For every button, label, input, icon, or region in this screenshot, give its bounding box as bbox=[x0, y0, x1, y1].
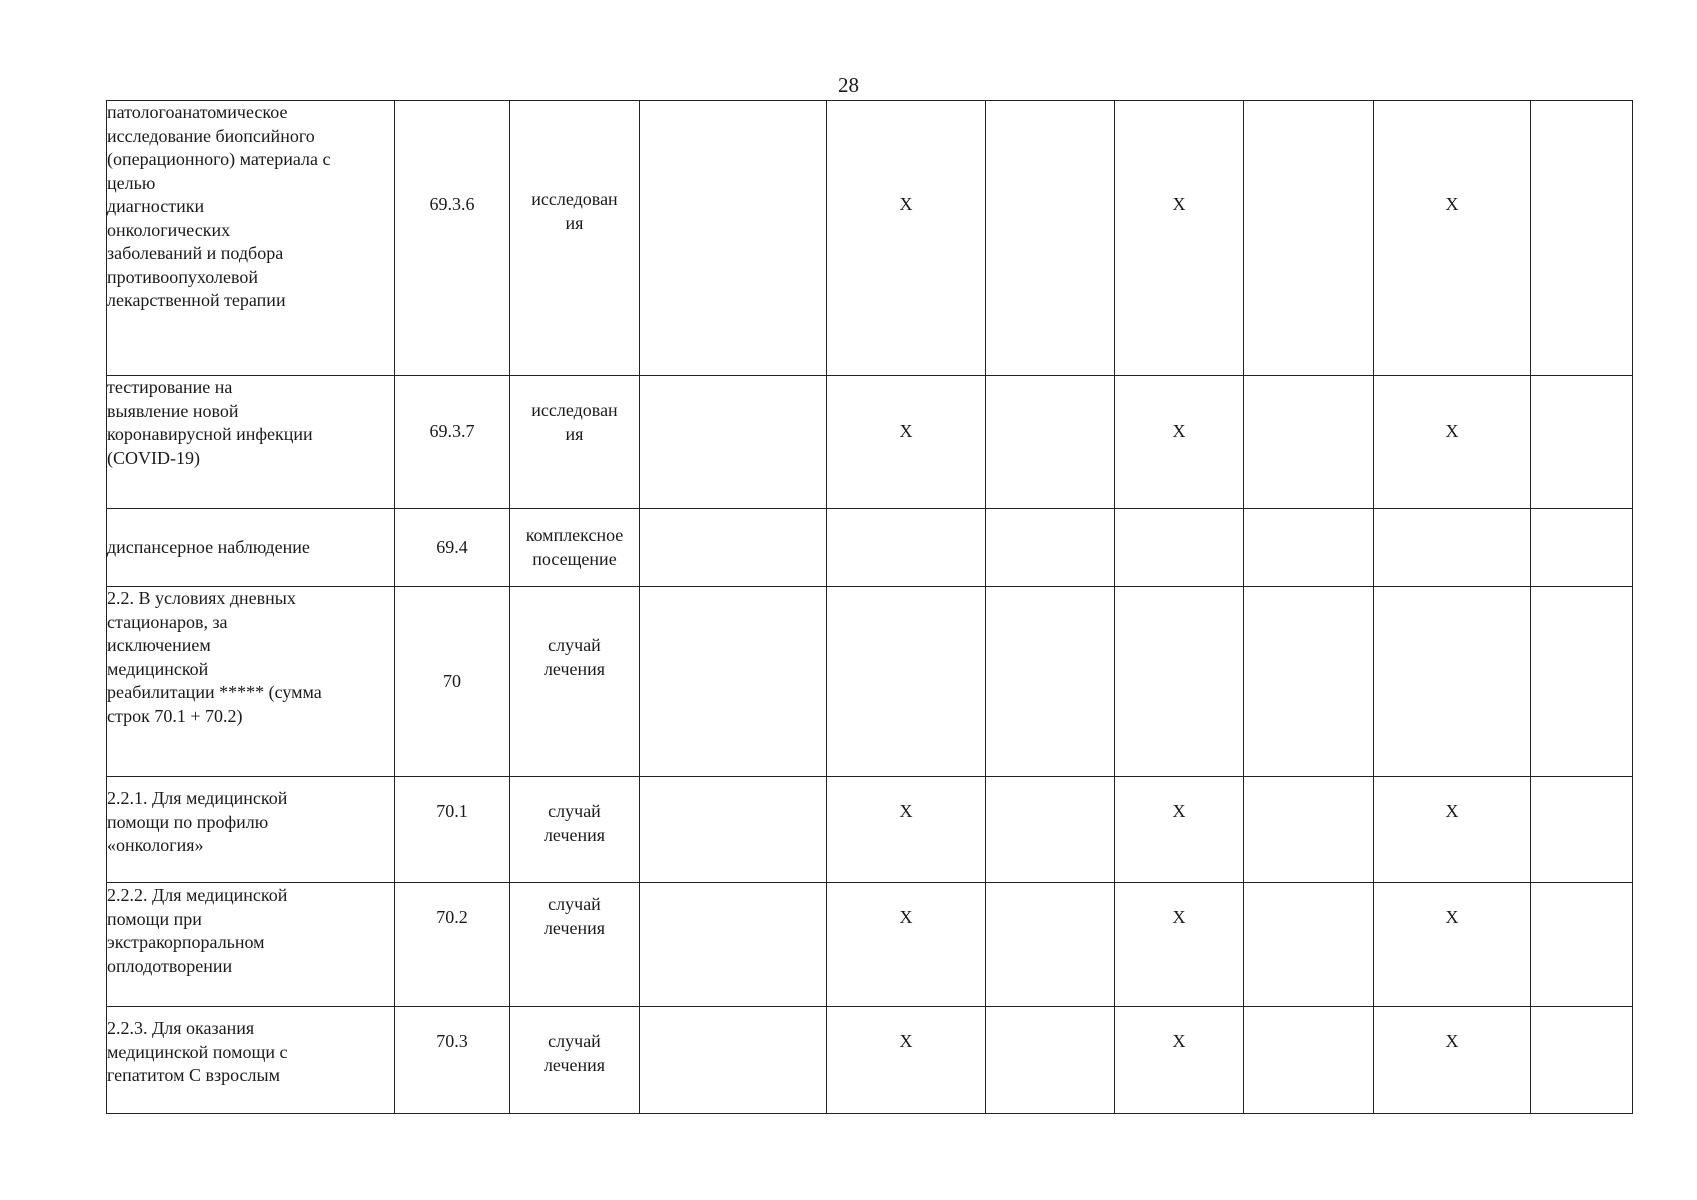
x-mark: X bbox=[1172, 1031, 1186, 1051]
row-name-line: лекарственной терапии bbox=[107, 290, 286, 310]
value-cell-col7 bbox=[1115, 587, 1244, 777]
row-unit-line: исследован bbox=[531, 400, 618, 420]
row-code: 70 bbox=[443, 670, 461, 691]
row-name-line: заболеваний и подбора bbox=[107, 243, 284, 263]
value-cell-col8 bbox=[1244, 509, 1374, 587]
table-row bbox=[107, 883, 1633, 1007]
row-name-line: 2.2. В условиях дневных bbox=[107, 588, 296, 608]
row-name-line: целью bbox=[107, 172, 156, 193]
row-code: 69.3.7 bbox=[429, 421, 475, 441]
value-cell-col9 bbox=[1374, 509, 1531, 587]
value-cell-col4 bbox=[640, 509, 827, 587]
row-name-cell bbox=[107, 777, 395, 883]
row-code-cell bbox=[395, 777, 510, 883]
row-code-cell bbox=[395, 101, 510, 376]
value-cell-col6 bbox=[986, 509, 1115, 587]
value-cell-col6 bbox=[986, 101, 1115, 376]
value-cell-col4 bbox=[640, 883, 827, 1007]
table-body bbox=[107, 101, 1633, 1114]
value-cell-col10 bbox=[1531, 376, 1633, 509]
row-name-line: 2.2.3. Для оказания bbox=[107, 1018, 255, 1038]
table-row bbox=[107, 509, 1633, 587]
value-cell-col4 bbox=[640, 777, 827, 883]
row-unit-line: лечения bbox=[543, 1054, 606, 1075]
row-code: 70.2 bbox=[436, 907, 468, 927]
value-cell-col9 bbox=[1374, 1007, 1531, 1114]
row-unit-line: лечения bbox=[543, 917, 606, 938]
value-cell-col4 bbox=[640, 587, 827, 777]
row-code-cell bbox=[395, 376, 510, 509]
value-cell-col8 bbox=[1244, 777, 1374, 883]
value-cell-col4 bbox=[640, 376, 827, 509]
page-number: 28 bbox=[838, 73, 859, 97]
row-name-line: оплодотворении bbox=[107, 955, 233, 976]
row-name-line: выявление новой bbox=[107, 400, 239, 421]
value-cell-col6 bbox=[986, 587, 1115, 777]
row-unit-line: ия bbox=[565, 423, 584, 444]
value-cell-col5 bbox=[827, 1007, 986, 1114]
volume-table bbox=[106, 100, 1633, 1114]
row-name-line: (операционного) материала с bbox=[107, 149, 331, 169]
value-cell-col5 bbox=[827, 777, 986, 883]
row-unit-line: случай bbox=[548, 801, 601, 821]
row-name-line: онкологических bbox=[107, 219, 231, 240]
x-mark: X bbox=[1445, 1031, 1459, 1051]
value-cell-col7 bbox=[1115, 1007, 1244, 1114]
row-name-line: тестирование на bbox=[107, 377, 233, 397]
row-code-cell bbox=[395, 1007, 510, 1114]
row-name-line: 2.2.2. Для медицинской bbox=[107, 885, 288, 905]
x-mark: X bbox=[1445, 194, 1459, 214]
row-unit-line: исследован bbox=[531, 189, 618, 209]
row-unit-line: лечения bbox=[543, 658, 606, 679]
value-cell-col8 bbox=[1244, 883, 1374, 1007]
row-name-cell bbox=[107, 509, 395, 587]
value-cell-col4 bbox=[640, 1007, 827, 1114]
row-name-line: строк 70.1 + 70.2) bbox=[107, 705, 243, 726]
row-name-cell bbox=[107, 376, 395, 509]
row-unit-line: случай bbox=[548, 635, 601, 655]
row-unit-cell bbox=[510, 587, 640, 777]
value-cell-col10 bbox=[1531, 587, 1633, 777]
table-row bbox=[107, 587, 1633, 777]
row-name-line: реабилитации ***** (сумма bbox=[107, 682, 322, 702]
x-mark: X bbox=[899, 801, 913, 821]
value-cell-col6 bbox=[986, 777, 1115, 883]
row-name-line: диагностики bbox=[107, 196, 205, 216]
row-name-line: «онкология» bbox=[107, 835, 204, 855]
row-code: 70.3 bbox=[436, 1031, 468, 1051]
value-cell-col4 bbox=[640, 101, 827, 376]
row-name-cell bbox=[107, 1007, 395, 1114]
row-unit-cell bbox=[510, 883, 640, 1007]
value-cell-col6 bbox=[986, 376, 1115, 509]
value-cell-col5 bbox=[827, 101, 986, 376]
row-name-line: исключением bbox=[107, 635, 211, 655]
row-name-cell bbox=[107, 883, 395, 1007]
value-cell-col9 bbox=[1374, 101, 1531, 376]
row-unit-line: случай bbox=[548, 894, 601, 914]
value-cell-col9 bbox=[1374, 883, 1531, 1007]
row-code: 69.3.6 bbox=[429, 194, 475, 214]
row-unit-line: посещение bbox=[532, 548, 617, 569]
x-mark: X bbox=[1445, 801, 1459, 821]
row-name-line: медицинской bbox=[107, 658, 209, 679]
value-cell-col8 bbox=[1244, 1007, 1374, 1114]
row-name-line: помощи при bbox=[107, 908, 202, 929]
x-mark: X bbox=[899, 421, 913, 441]
row-unit-cell bbox=[510, 376, 640, 509]
value-cell-col10 bbox=[1531, 1007, 1633, 1114]
x-mark: X bbox=[1445, 421, 1459, 441]
value-cell-col8 bbox=[1244, 101, 1374, 376]
value-cell-col7 bbox=[1115, 777, 1244, 883]
value-cell-col9 bbox=[1374, 587, 1531, 777]
row-name-line: диспансерное наблюдение bbox=[107, 536, 310, 557]
row-unit-cell bbox=[510, 1007, 640, 1114]
table-row bbox=[107, 1007, 1633, 1114]
value-cell-col8 bbox=[1244, 376, 1374, 509]
row-unit-cell bbox=[510, 509, 640, 587]
row-name-line: экстракорпоральном bbox=[107, 932, 265, 952]
row-code-cell bbox=[395, 509, 510, 587]
value-cell-col8 bbox=[1244, 587, 1374, 777]
table-row bbox=[107, 101, 1633, 376]
table-row bbox=[107, 777, 1633, 883]
row-code: 69.4 bbox=[436, 536, 468, 557]
value-cell-col5 bbox=[827, 587, 986, 777]
value-cell-col10 bbox=[1531, 777, 1633, 883]
value-cell-col6 bbox=[986, 1007, 1115, 1114]
row-unit-cell bbox=[510, 777, 640, 883]
value-cell-col6 bbox=[986, 883, 1115, 1007]
x-mark: X bbox=[1445, 907, 1459, 927]
x-mark: X bbox=[1172, 907, 1186, 927]
value-cell-col9 bbox=[1374, 376, 1531, 509]
row-name-line: медицинской помощи с bbox=[107, 1041, 288, 1062]
row-name-line: гепатитом С взрослым bbox=[107, 1065, 280, 1085]
x-mark: X bbox=[899, 907, 913, 927]
x-mark: X bbox=[899, 1031, 913, 1051]
value-cell-col5 bbox=[827, 509, 986, 587]
row-name-line: (COVID-19) bbox=[107, 447, 200, 468]
value-cell-col7 bbox=[1115, 376, 1244, 509]
value-cell-col7 bbox=[1115, 101, 1244, 376]
value-cell-col7 bbox=[1115, 509, 1244, 587]
row-name-line: противоопухолевой bbox=[107, 266, 258, 287]
row-name-line: коронавирусной инфекции bbox=[107, 424, 313, 444]
row-code-cell bbox=[395, 883, 510, 1007]
row-unit-line: лечения bbox=[543, 824, 606, 845]
value-cell-col10 bbox=[1531, 101, 1633, 376]
row-unit-cell bbox=[510, 101, 640, 376]
value-cell-col7 bbox=[1115, 883, 1244, 1007]
row-name-line: патологоанатомическое bbox=[107, 102, 288, 122]
row-code: 70.1 bbox=[436, 801, 468, 821]
row-name-line: 2.2.1. Для медицинской bbox=[107, 788, 288, 808]
value-cell-col10 bbox=[1531, 509, 1633, 587]
value-cell-col9 bbox=[1374, 777, 1531, 883]
row-name-line: стационаров, за bbox=[107, 611, 228, 632]
x-mark: X bbox=[1172, 421, 1186, 441]
value-cell-col5 bbox=[827, 376, 986, 509]
row-unit-line: комплексное bbox=[525, 525, 624, 545]
table-row bbox=[107, 376, 1633, 509]
row-unit-line: случай bbox=[548, 1031, 601, 1051]
row-name-cell bbox=[107, 101, 395, 376]
x-mark: X bbox=[899, 194, 913, 214]
value-cell-col10 bbox=[1531, 883, 1633, 1007]
row-unit-line: ия bbox=[565, 212, 584, 233]
x-mark: X bbox=[1172, 194, 1186, 214]
value-cell-col5 bbox=[827, 883, 986, 1007]
row-code-cell bbox=[395, 587, 510, 777]
row-name-line: исследование биопсийного bbox=[107, 125, 315, 146]
row-name-line: помощи по профилю bbox=[107, 811, 269, 832]
x-mark: X bbox=[1172, 801, 1186, 821]
row-name-cell bbox=[107, 587, 395, 777]
